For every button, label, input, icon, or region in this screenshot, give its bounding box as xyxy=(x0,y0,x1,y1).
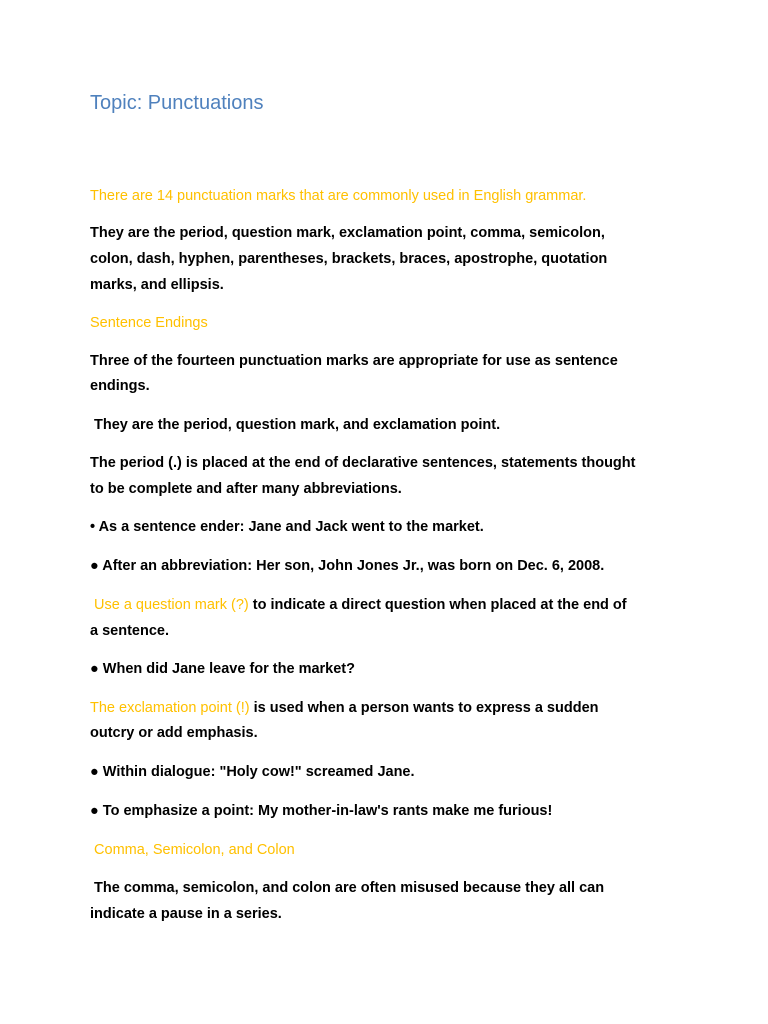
list-line-3: marks, and ellipsis. xyxy=(90,277,224,293)
heading-comma-semicolon-colon: Comma, Semicolon, and Colon xyxy=(90,842,295,858)
endings-list: They are the period, question mark, and exclamation point. xyxy=(90,417,501,433)
question-line-1 xyxy=(90,592,690,618)
question-rest: to indicate a direct question when placed at the end of xyxy=(248,597,627,613)
question-highlight: Use a question mark (?) xyxy=(90,597,249,613)
exclamation-line-2: outcry or add emphasis. xyxy=(90,725,258,741)
bullet-dialogue: ● Within dialogue: "Holy cow!" screamed Jane. xyxy=(90,764,415,780)
intro-highlight: There are 14 punctuation marks that are commonly used in English grammar. xyxy=(90,188,587,204)
exclamation-highlight: The exclamation point (!) xyxy=(90,700,250,716)
exclamation-line-1 xyxy=(90,695,690,721)
exclamation-rest: is used when a person wants to express a sudden xyxy=(249,700,599,716)
list-line-2: colon, dash, hyphen, parentheses, brackets, braces, apostrophe, quotation xyxy=(90,251,608,267)
bullet-question: ● When did Jane leave for the market? xyxy=(90,661,355,677)
period-line-2: to be complete and after many abbreviations. xyxy=(90,481,402,497)
question-line-2: a sentence. xyxy=(90,623,169,639)
heading-sentence-endings: Sentence Endings xyxy=(90,315,208,331)
period-line-1: The period (.) is placed at the end of declarative sentences, statements thought xyxy=(90,455,636,471)
bullet-emphasize: ● To emphasize a point: My mother-in-law's rants make me furious! xyxy=(90,803,553,819)
comma-line-1: The comma, semicolon, and colon are often misused because they all can xyxy=(90,880,605,896)
page-title: Topic: Punctuations xyxy=(90,92,264,114)
bullet-abbreviation: ● After an abbreviation: Her son, John Jones Jr., was born on Dec. 6, 2008. xyxy=(90,558,605,574)
comma-line-2: indicate a pause in a series. xyxy=(90,906,282,922)
endings-line-2: endings. xyxy=(90,378,150,394)
bullet-sentence-ender: • As a sentence ender: Jane and Jack went to the market. xyxy=(90,519,484,535)
endings-line-1: Three of the fourteen punctuation marks are appropriate for use as sentence xyxy=(90,353,618,369)
list-line-1: They are the period, question mark, exclamation point, comma, semicolon, xyxy=(90,225,605,241)
